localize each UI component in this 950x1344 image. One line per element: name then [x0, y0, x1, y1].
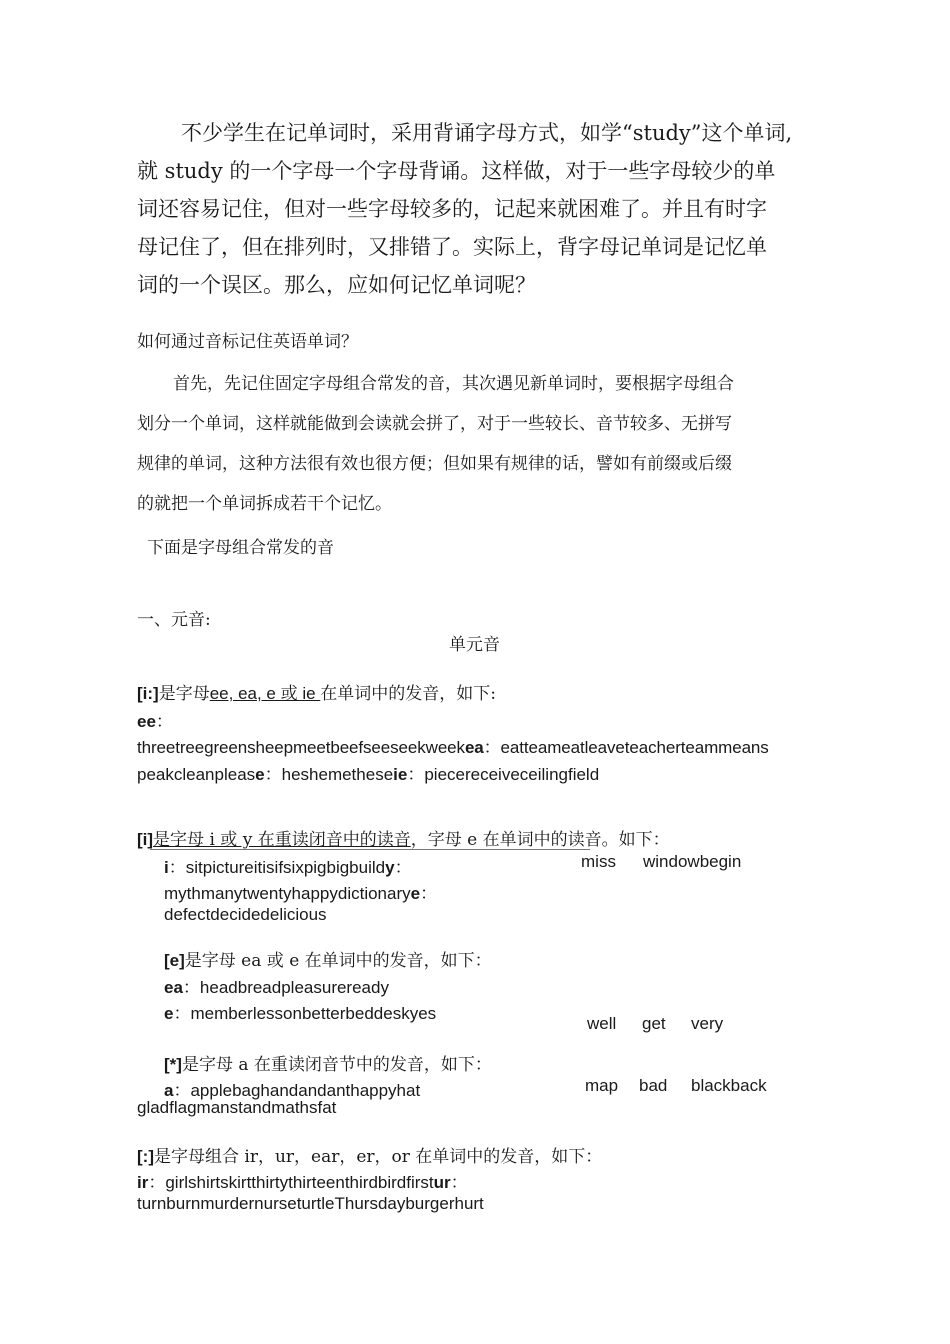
- i-right-miss: miss: [581, 852, 616, 871]
- intro-line-1: 不少学生在记单词时，采用背诵字母方式，如学“study”这个单词,: [181, 121, 793, 145]
- method-line-4: 的就把一个单词拆成若干个记忆。: [137, 494, 392, 514]
- e-right-well: well: [587, 1014, 617, 1033]
- method-line-1: 首先，先记住固定字母组合常发的音，其次遇见新单词时，要根据字母组合: [173, 374, 734, 394]
- er-symbol: [:]: [137, 1147, 154, 1166]
- i-label: i: [164, 858, 169, 877]
- e-ea-label: ea: [164, 978, 183, 997]
- ae-symbol: [*]: [164, 1055, 182, 1074]
- e-words: ：heshemethese: [264, 765, 394, 784]
- i-words: ：sitpictureitisifsixpigbigbuild: [168, 858, 386, 877]
- ae-right-bad: bad: [639, 1076, 668, 1095]
- er-heading: [137, 1142, 602, 1167]
- i-e-sep: ：: [420, 884, 438, 903]
- method-paragraph: [137, 364, 734, 524]
- ae-right-map: map: [585, 1076, 619, 1095]
- i-words-line-1: [164, 853, 412, 878]
- y-words: mythmanytwentyhappydictionary: [164, 884, 411, 903]
- y-sep: ：: [394, 858, 412, 877]
- e-e-list: ：memberlessonbetterbeddeskyes: [173, 1004, 437, 1023]
- ae-a-label: a: [164, 1081, 174, 1100]
- e-right-get: get: [642, 1014, 666, 1033]
- i-desc-underlined: 是字母 i 或 y 在重读闭音中的读音: [153, 830, 411, 850]
- er-words-line-2: turnburnmurdernurseturtleThursdayburgerhurt: [137, 1194, 484, 1213]
- e-e-label: e: [164, 1004, 174, 1023]
- e-right-very: very: [691, 1014, 724, 1033]
- i-e-label: e: [410, 884, 421, 903]
- ea-words-cont: peakcleanpleas: [137, 765, 256, 784]
- e-ea-words: [164, 973, 389, 998]
- er-desc: 是字母组合 ir，ur，ear，er，or 在单词中的发音，如下：: [153, 1147, 603, 1167]
- ie-words: ：piecereceiveceilingfield: [407, 765, 600, 784]
- er-ir-list: ：girlshirtskirtthirtythirteenthirdbirdfirst: [148, 1173, 434, 1192]
- i-symbol: [i]: [137, 830, 154, 849]
- i-desc-b: ，字母 e 在单词中的读音。如下：: [410, 830, 670, 850]
- i-right-windowbegin: windowbegin: [643, 852, 742, 871]
- ee-label: ee: [137, 712, 156, 731]
- ae-a-list: ：applebaghandandanthappyhat: [173, 1081, 421, 1100]
- ea-words: ：eatteameatleaveteacherteammeans: [483, 738, 769, 757]
- er-ir-words: [137, 1168, 468, 1193]
- i-words-line-2: [164, 879, 437, 904]
- intro-line-2: 就 study 的一个字母一个字母背诵。这样做，对于一些字母较少的单: [137, 159, 776, 183]
- ii-desc-b: 在单词中的发音，如下:: [320, 684, 497, 704]
- intro-paragraph: [137, 114, 792, 304]
- ie-label: ie: [393, 765, 408, 784]
- i-heading: [137, 825, 670, 850]
- ii-desc-letters: ee, ea, e 或 ie: [209, 684, 321, 703]
- ae-right-blackback: blackback: [691, 1076, 767, 1095]
- e-symbol: [e]: [164, 951, 185, 970]
- e-label: e: [255, 765, 265, 784]
- ee-words: threetreegreensheepmeetbeefseeseekweek: [137, 738, 465, 757]
- intro-line-3: 词还容易记住，但对一些字母较多的，记起来就困难了。并且有时字: [137, 197, 767, 221]
- er-ur-label: ur: [433, 1173, 451, 1192]
- e-e-words: [164, 999, 436, 1024]
- ii-words-line-3: [137, 760, 599, 785]
- i-words-line-3: defectdecidedelicious: [164, 905, 327, 924]
- i-divider: [150, 849, 590, 850]
- subsection-single-vowels: 单元音: [449, 635, 500, 654]
- ii-words-line-2: [137, 733, 769, 758]
- ea-label: ea: [464, 738, 484, 757]
- list-intro: 下面是字母组合常发的音: [147, 538, 334, 558]
- ae-heading: [164, 1050, 492, 1075]
- question-heading: 如何通过音标记住英语单词？: [137, 332, 358, 352]
- method-line-3: 规律的单词，这种方法很有效也很方便；但如果有规律的话，譬如有前缀或后缀: [137, 454, 732, 474]
- e-desc: 是字母 ea 或 e 在单词中的发音，如下：: [184, 951, 492, 971]
- ii-desc-a: 是字母: [158, 684, 210, 704]
- er-ir-label: ir: [137, 1173, 149, 1192]
- e-heading: [164, 946, 492, 971]
- ii-heading: [137, 679, 496, 704]
- ii-symbol: [i:]: [137, 684, 159, 703]
- ee-sep: ：: [155, 712, 173, 731]
- method-line-2: 划分一个单词，这样就能做到会读就会拼了，对于一些较长、音节较多、无拼写: [137, 414, 732, 434]
- er-ur-sep: ：: [450, 1173, 468, 1192]
- intro-line-4: 母记住了，但在排列时，又排错了。实际上，背字母记单词是记忆单: [137, 235, 767, 259]
- intro-line-5: 词的一个误区。那么，应如何记忆单词呢？: [137, 273, 536, 297]
- ii-ee-label: [137, 707, 173, 732]
- section-vowels-heading: 一、元音:: [137, 610, 211, 630]
- ae-words-line-2: gladflagmanstandmathsfat: [137, 1098, 337, 1117]
- y-label: y: [385, 858, 395, 877]
- ae-desc: 是字母 a 在重读闭音节中的发音，如下：: [181, 1055, 492, 1075]
- e-ea-list: ：headbreadpleasureready: [182, 978, 389, 997]
